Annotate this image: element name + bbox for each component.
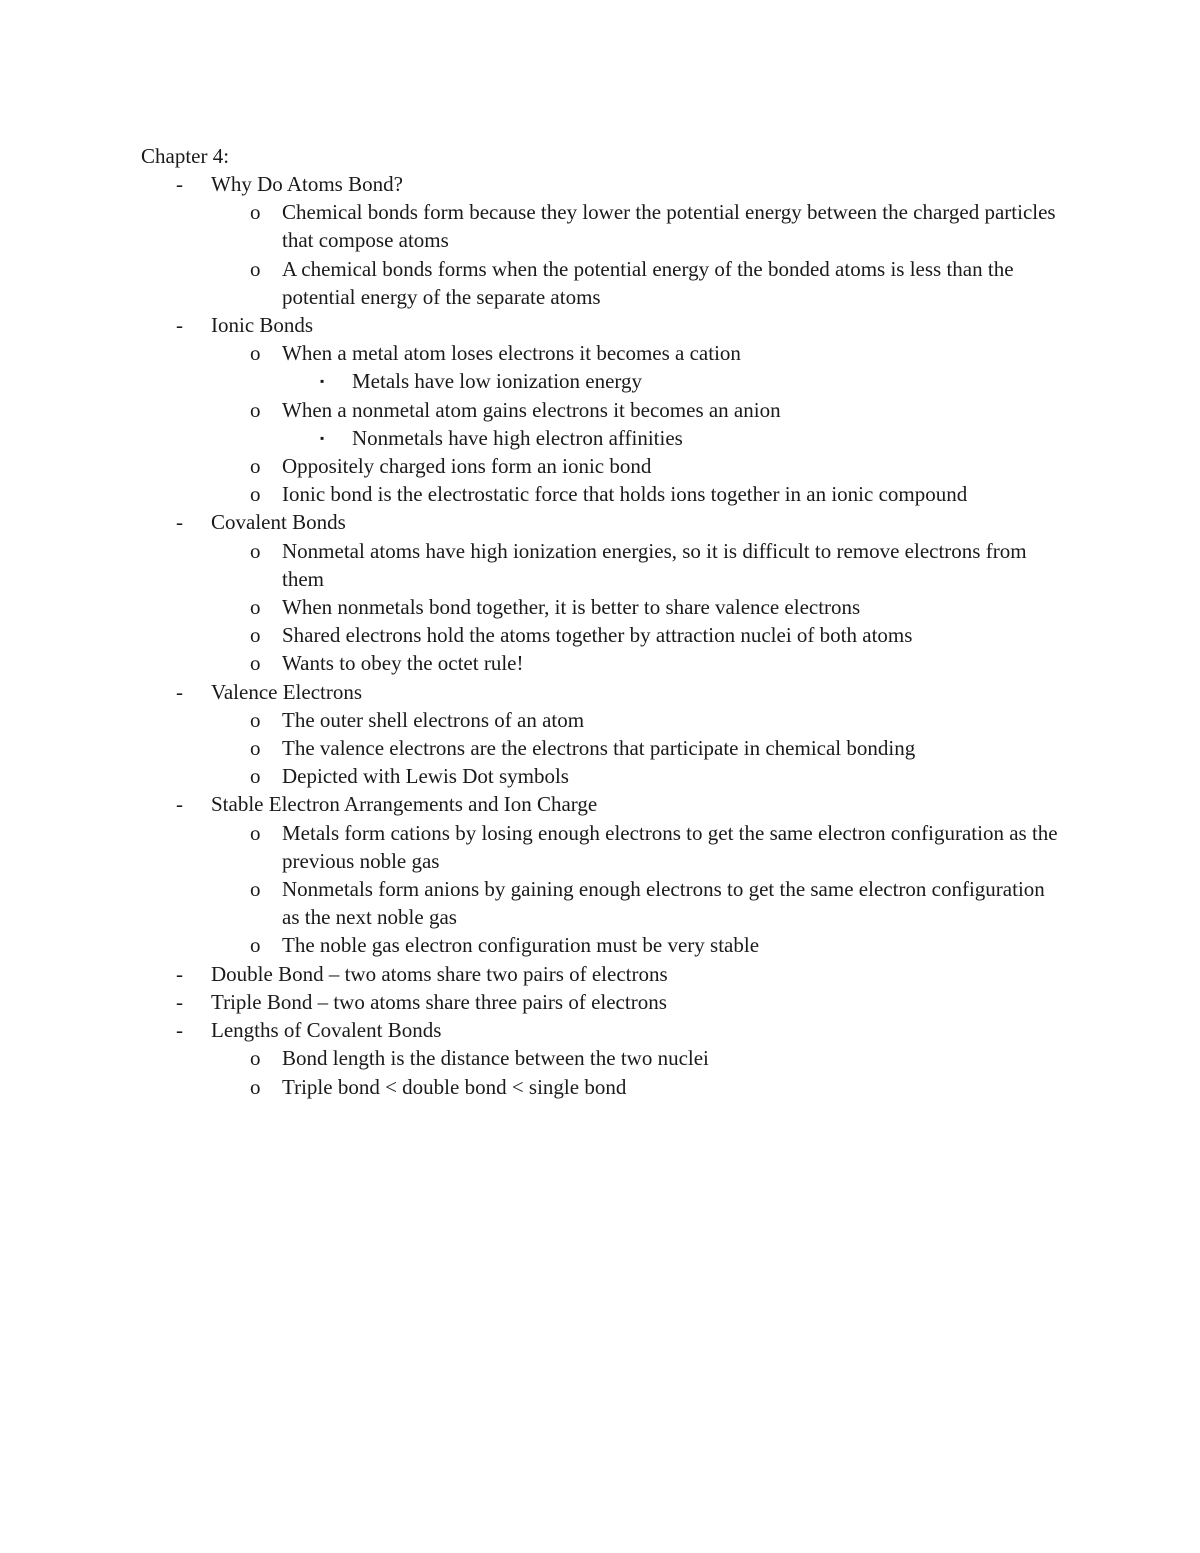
sub-bullet-text: Nonmetals have high electron affinities [352,425,683,450]
bullet-point [0,537,1062,593]
section-triple-bond [0,988,1200,1016]
bullet-text: The outer shell electrons of an atom [282,707,585,732]
bullet-text: Chemical bonds form because they lower the potential energy between the charged particles that compose atoms [282,200,1056,253]
bullet-text: Bond length is the distance between the two nuclei [282,1046,709,1071]
circle-bullet-icon: o [250,538,261,563]
sub-bullet-point [0,367,1200,395]
square-bullet-icon: ▪ [320,430,325,445]
bullet-point [0,706,1062,734]
bullet-text: When nonmetals bond together, it is better to share valence electrons [282,595,861,620]
bullet-point [0,931,1062,959]
bullet-text: When a metal atom loses electrons it becomes a cation [282,341,741,366]
section-double-bond [0,960,1200,988]
dash-marker: - [176,172,183,196]
circle-bullet-icon: o [250,707,261,732]
bullet-text: Triple bond < double bond < single bond [282,1074,627,1099]
bullet-point [0,339,1062,367]
section-heading: Ionic Bonds [211,313,314,338]
sub-bullet-point [0,424,1200,452]
section-valence-electrons [0,678,1200,706]
bullet-text: Wants to obey the octet rule! [282,651,524,676]
bullet-text: The valence electrons are the electrons that participate in chemical bonding [282,736,916,761]
circle-bullet-icon: o [250,1046,261,1071]
dash-marker: - [176,989,183,1014]
bullet-text: Nonmetals form anions by gaining enough electrons to get the same electron configuration as the next noble gas [282,877,1045,930]
section-heading: Lengths of Covalent Bonds [211,1018,442,1043]
circle-bullet-icon: o [250,820,261,845]
bullet-point [0,621,1062,649]
section-heading: Why Do Atoms Bond? [211,172,403,196]
circle-bullet-icon: o [250,200,261,225]
circle-bullet-icon: o [250,877,261,902]
dash-marker: - [176,679,183,704]
dash-marker: - [176,1018,183,1043]
circle-bullet-icon: o [250,595,261,620]
bullet-point [0,649,1062,677]
circle-bullet-icon: o [250,341,261,366]
section-heading: Double Bond – two atoms share two pairs of electrons [211,961,668,986]
bullet-point [0,480,1102,508]
section-lengths-of-covalent-bonds [0,1016,1200,1044]
bullet-text: A chemical bonds forms when the potential energy of the bonded atoms is less than the potential energy of the separate atoms [282,256,1014,309]
circle-bullet-icon: o [250,482,261,507]
section-heading: Triple Bond – two atoms share three pairs of electrons [211,989,667,1014]
dash-marker: - [176,792,183,817]
section-stable-electron-arrangements [0,790,1200,818]
bullet-point [0,452,1062,480]
bullet-text: Nonmetal atoms have high ionization energies, so it is difficult to remove electrons from them [282,538,1027,591]
bullet-text: Shared electrons hold the atoms together by attraction nuclei of both atoms [282,623,913,648]
bullet-point [0,396,1062,424]
bullet-text: Ionic bond is the electrostatic force that holds ions together in an ionic compound [282,482,968,507]
dash-marker: - [176,961,183,986]
bullet-point [0,734,1062,762]
circle-bullet-icon: o [250,764,261,789]
circle-bullet-icon: o [250,256,261,281]
circle-bullet-icon: o [250,651,261,676]
bullet-text: Depicted with Lewis Dot symbols [282,764,569,789]
sub-bullet-text: Metals have low ionization energy [352,369,643,394]
chapter-title: Chapter 4: [141,144,230,168]
bullet-point [0,1044,1062,1072]
bullet-point [0,762,1062,790]
section-covalent-bonds [0,508,1200,536]
section-heading: Stable Electron Arrangements and Ion Charge [211,792,598,817]
circle-bullet-icon: o [250,454,261,479]
bullet-point [0,819,1062,875]
section-ionic-bonds [0,311,1200,339]
section-heading: Valence Electrons [211,679,363,704]
bullet-text: Metals form cations by losing enough electrons to get the same electron configuration as the previous noble gas [282,820,1058,873]
square-bullet-icon: ▪ [320,374,325,389]
bullet-point [0,593,1062,621]
section-why-atoms-bond [0,170,1200,198]
section-heading: Covalent Bonds [211,510,346,535]
circle-bullet-icon: o [250,736,261,761]
bullet-point [0,1073,1062,1101]
bullet-text: The noble gas electron configuration must be very stable [282,933,760,958]
notes-outline [0,170,1200,1101]
dash-marker: - [176,313,183,338]
dash-marker: - [176,510,183,535]
bullet-text: When a nonmetal atom gains electrons it becomes an anion [282,397,781,422]
bullet-point [0,255,1062,311]
circle-bullet-icon: o [250,623,261,648]
circle-bullet-icon: o [250,1074,261,1099]
bullet-point [0,198,1062,254]
bullet-text: Oppositely charged ions form an ionic bond [282,454,652,479]
circle-bullet-icon: o [250,933,261,958]
circle-bullet-icon: o [250,397,261,422]
bullet-point [0,875,1062,931]
